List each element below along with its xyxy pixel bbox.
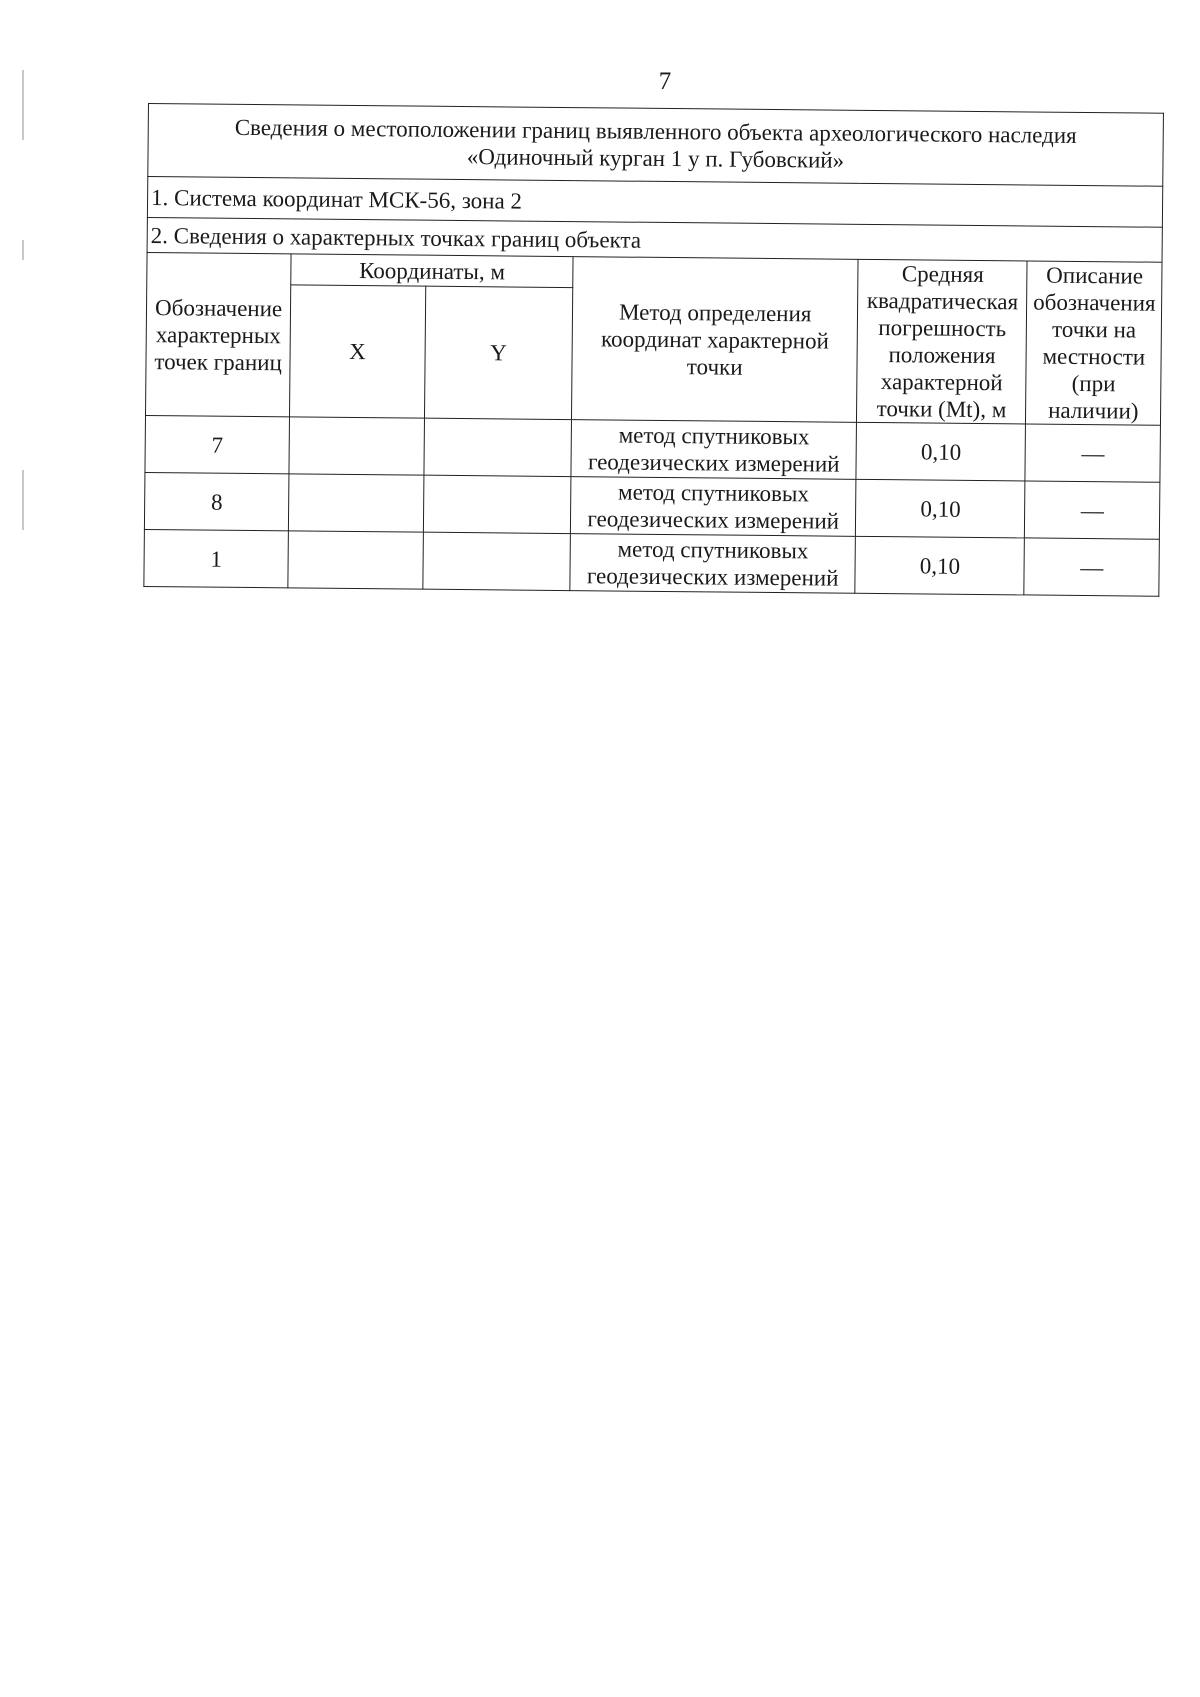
cell-x [289, 417, 424, 475]
cell-description: — [1025, 424, 1160, 482]
cell-point: 7 [145, 415, 290, 473]
cell-x [289, 474, 424, 532]
table-title [148, 104, 1164, 187]
coordinate-system-row: 1. Система координат МСК-56, зона 2 [147, 177, 1162, 228]
cell-method: метод спутниковых геодезических измерений [571, 477, 857, 537]
cell-point: 8 [144, 472, 289, 530]
boundary-points-table [143, 103, 1164, 597]
header-method: Метод определения координат характерной точки [572, 257, 859, 423]
header-error: Средняя квадратическая погрешность положения характерной точки (Mt), м [857, 259, 1028, 424]
margin-scan-marks [22, 70, 34, 590]
cell-y [424, 418, 572, 476]
header-x: X [290, 285, 426, 418]
cell-method: метод спутниковых геодезических измерений [571, 420, 857, 480]
page-number: 7 [658, 68, 672, 95]
cell-y [423, 532, 571, 590]
cell-point: 1 [144, 529, 289, 587]
cell-y [423, 475, 571, 533]
cell-method: метод спутниковых геодезических измерений [570, 534, 856, 594]
table-row [144, 472, 1160, 539]
cell-x [288, 531, 423, 589]
cell-description: — [1025, 481, 1160, 539]
cell-description: — [1024, 538, 1159, 596]
header-y: Y [424, 286, 573, 419]
table-row [145, 415, 1161, 482]
header-coordinates: Координаты, м [291, 254, 573, 288]
cell-error: 0,10 [855, 536, 1025, 595]
header-point-designation: Обозначение характерных точек границ [146, 252, 292, 416]
table-title-line1: Сведения о местоположении границ выявленного объекта археологического наследия [234, 114, 1077, 148]
table-title-line2: «Одиночный курган 1 у п. Губовский» [466, 144, 845, 173]
characteristic-points-section: 2. Сведения о характерных точках границ объекта [147, 217, 1162, 262]
cell-error: 0,10 [856, 422, 1026, 481]
cell-error: 0,10 [856, 479, 1026, 538]
header-description: Описание обозначения точки на местности (при наличии) [1026, 261, 1162, 425]
table-row [144, 529, 1160, 596]
